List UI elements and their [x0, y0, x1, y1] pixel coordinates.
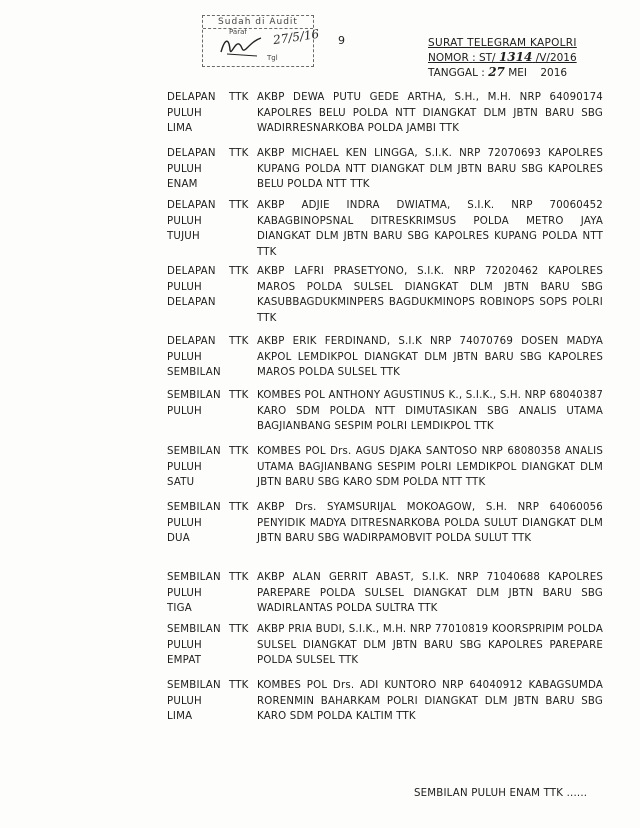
entry-label-line: SEMBILAN — [167, 624, 221, 635]
nomor-suffix: /V/2016 — [535, 52, 577, 64]
entry-label-line: DELAPAN — [167, 336, 216, 347]
entry-text: AKBP MICHAEL KEN LINGGA, S.I.K. NRP 72070693 KAPOLRES KUPANG POLDA NTT DIANGKAT DLM JBTN BARU SBG KAPOLRES BELU POLDA NTT TTK — [257, 148, 603, 190]
entry-ttk: TTK — [229, 336, 249, 347]
stamp-paraf-label: Paraf — [229, 28, 247, 36]
entry-label-line: PULUH — [167, 517, 202, 529]
entry-label-line: DELAPAN — [167, 297, 216, 308]
entry-ttk: TTK — [229, 266, 249, 277]
entry-ttk: TTK — [229, 148, 249, 159]
entry-text: AKBP Drs. SYAMSURIJAL MOKOAGOW, S.H. NRP 64060056 PENYIDIK MADYA DITRESNARKOBA POLDA SULUT DIANGKAT DLM JBTN BARU SBG WADIRPAMOBVIT POLDA SULUT TTK — [257, 502, 603, 544]
entry-ttk: TTK — [229, 624, 249, 635]
entry-label-line: ENAM — [167, 179, 198, 190]
nomor-number: 1314 — [498, 50, 533, 64]
entry-label — [167, 622, 229, 669]
entry-text: KOMBES POL Drs. AGUS DJAKA SANTOSO NRP 68080358 ANALIS UTAMA BAGJIANBANG SESPIM POLRI LEMDIKPOL DIANGKAT DLM JBTN BARU SBG KARO SDM POLDA NTT TTK — [257, 446, 603, 488]
entry-ttk: TTK — [229, 572, 249, 583]
entry-label — [167, 90, 229, 137]
entry-label-line: SEMBILAN — [167, 680, 221, 691]
telegram-header — [428, 36, 600, 80]
entry-text: KOMBES POL Drs. ADI KUNTORO NRP 64040912 KABAGSUMDA RORENMIN BAHARKAM POLRI DIANGKAT DLM JBTN BARU SBG KARO SDM POLDA KALTIM TTK — [257, 680, 603, 722]
entry-label-line: DELAPAN — [167, 266, 216, 277]
entry-4 — [0, 264, 603, 326]
entry-label-line: LIMA — [167, 711, 193, 722]
nomor-label: NOMOR — [428, 52, 469, 64]
entry-text: KOMBES POL ANTHONY AGUSTINUS K., S.I.K., S.H. NRP 68040387 KARO SDM POLDA NTT DIMUTASIKAN SBG ANALIS UTAMA BAGJIANBANG SESPIM POLRI LEMDIKPOL TTK — [257, 390, 603, 432]
tanggal-label: TANGGAL — [428, 67, 478, 79]
stamp-title: Sudah di Audit — [203, 16, 313, 29]
tanggal-rest: MEI 2016 — [508, 67, 568, 79]
nomor-prefix: : ST/ — [472, 52, 496, 64]
entry-ttk: TTK — [229, 502, 249, 513]
entry-label-line: TIGA — [167, 603, 192, 614]
entry-11 — [0, 678, 603, 725]
entry-label — [167, 198, 229, 260]
header-nomor — [428, 50, 600, 65]
footer-continuation: SEMBILAN PULUH ENAM TTK ...... — [414, 788, 588, 799]
entry-label-line: PULUH — [167, 695, 202, 707]
entry-label-line: DELAPAN — [167, 92, 216, 103]
entry-label — [167, 500, 229, 547]
entry-2 — [0, 146, 603, 193]
entry-8 — [0, 500, 603, 547]
signature-icon — [217, 34, 265, 60]
entry-text: AKBP DEWA PUTU GEDE ARTHA, S.H., M.H. NRP 64090174 KAPOLRES BELU POLDA NTT DIANGKAT DLM JBTN BARU SBG WADIRRESNARKOBA POLDA JAMBI TTK — [257, 92, 603, 134]
entry-label-line: SEMBILAN — [167, 446, 221, 457]
entry-label — [167, 146, 229, 193]
entry-label — [167, 264, 229, 326]
entry-label-line: SEMBILAN — [167, 572, 221, 583]
entry-1 — [0, 90, 603, 137]
entry-label-line: PULUH — [167, 163, 202, 175]
entry-text: AKBP PRIA BUDI, S.I.K., M.H. NRP 77010819 KOORSPRIPIM POLDA SULSEL DIANGKAT DLM JBTN BARU SBG KAPOLRES PAREPARE POLDA SULSEL TTK — [257, 624, 603, 666]
entry-label-line: PULUH — [167, 107, 202, 119]
entry-label — [167, 334, 229, 381]
entry-label-line: PULUH — [167, 461, 202, 473]
entry-label — [167, 678, 229, 725]
entry-label-line: PULUH — [167, 215, 202, 227]
entry-label-line: EMPAT — [167, 655, 202, 666]
stamp-tgl-label: Tgl — [267, 54, 278, 62]
entry-label-line: DUA — [167, 533, 190, 544]
header-title: SURAT TELEGRAM KAPOLRI — [428, 37, 577, 49]
entry-label-line: DELAPAN — [167, 200, 216, 211]
entry-label-line: SEMBILAN — [167, 502, 221, 513]
entry-label — [167, 388, 229, 435]
entry-label-line: PULUH — [167, 587, 202, 599]
entry-3 — [0, 198, 603, 260]
page-number: 9 — [338, 34, 345, 47]
entry-6 — [0, 388, 603, 435]
entry-ttk: TTK — [229, 390, 249, 401]
header-tanggal: TANGGAL : 27 MEI 2016 — [428, 65, 568, 79]
entry-text: AKBP ERIK FERDINAND, S.I.K NRP 74070769 DOSEN MADYA AKPOL LEMDIKPOL DIANGKAT DLM JBTN BARU SBG KAPOLRES MAROS POLDA SULSEL TTK — [257, 336, 603, 378]
entry-ttk: TTK — [229, 200, 249, 211]
entry-9 — [0, 570, 603, 617]
entry-label-line: LIMA — [167, 123, 193, 134]
entry-label-line: SATU — [167, 477, 195, 488]
entry-7 — [0, 444, 603, 491]
entry-text: AKBP ADJIE INDRA DWIATMA, S.I.K. NRP 70060452 KABAGBINOPSNAL DITRESKRIMSUS POLDA METRO JAYA DIANGKAT DLM JBTN BARU SBG KAPOLRES KUPANG POLDA NTT TTK — [257, 200, 603, 258]
entry-label-line: DELAPAN — [167, 148, 216, 159]
entry-ttk: TTK — [229, 446, 249, 457]
entry-label — [167, 570, 229, 617]
entry-label-line: SEMBILAN — [167, 367, 221, 378]
entry-ttk: TTK — [229, 680, 249, 691]
entry-label-line: TUJUH — [167, 231, 200, 242]
entry-text: AKBP LAFRI PRASETYONO, S.I.K. NRP 72020462 KAPOLRES MAROS POLDA SULSEL DIANGKAT DLM JBTN BARU SBG KASUBBAGDUKMINPERS BAGDUKMINOPS ROBINOPS SOPS POLRI TTK — [257, 266, 603, 324]
entry-text: AKBP ALAN GERRIT ABAST, S.I.K. NRP 71040688 KAPOLRES PAREPARE POLDA SULSEL DIANGKAT DLM JBTN BARU SBG WADIRLANTAS POLDA SULTRA TTK — [257, 572, 603, 614]
entry-label-line: SEMBILAN — [167, 390, 221, 401]
entry-ttk: TTK — [229, 92, 249, 103]
tanggal-day: 27 — [488, 65, 505, 79]
entry-5 — [0, 334, 603, 381]
entry-label-line: PULUH — [167, 405, 202, 417]
audit-stamp — [202, 15, 321, 67]
stamp-date: 27/5/16 — [272, 26, 321, 48]
entry-label-line: PULUH — [167, 281, 202, 293]
entry-label — [167, 444, 229, 491]
entry-label-line: PULUH — [167, 639, 202, 651]
entry-10 — [0, 622, 603, 669]
entry-label-line: PULUH — [167, 351, 202, 363]
